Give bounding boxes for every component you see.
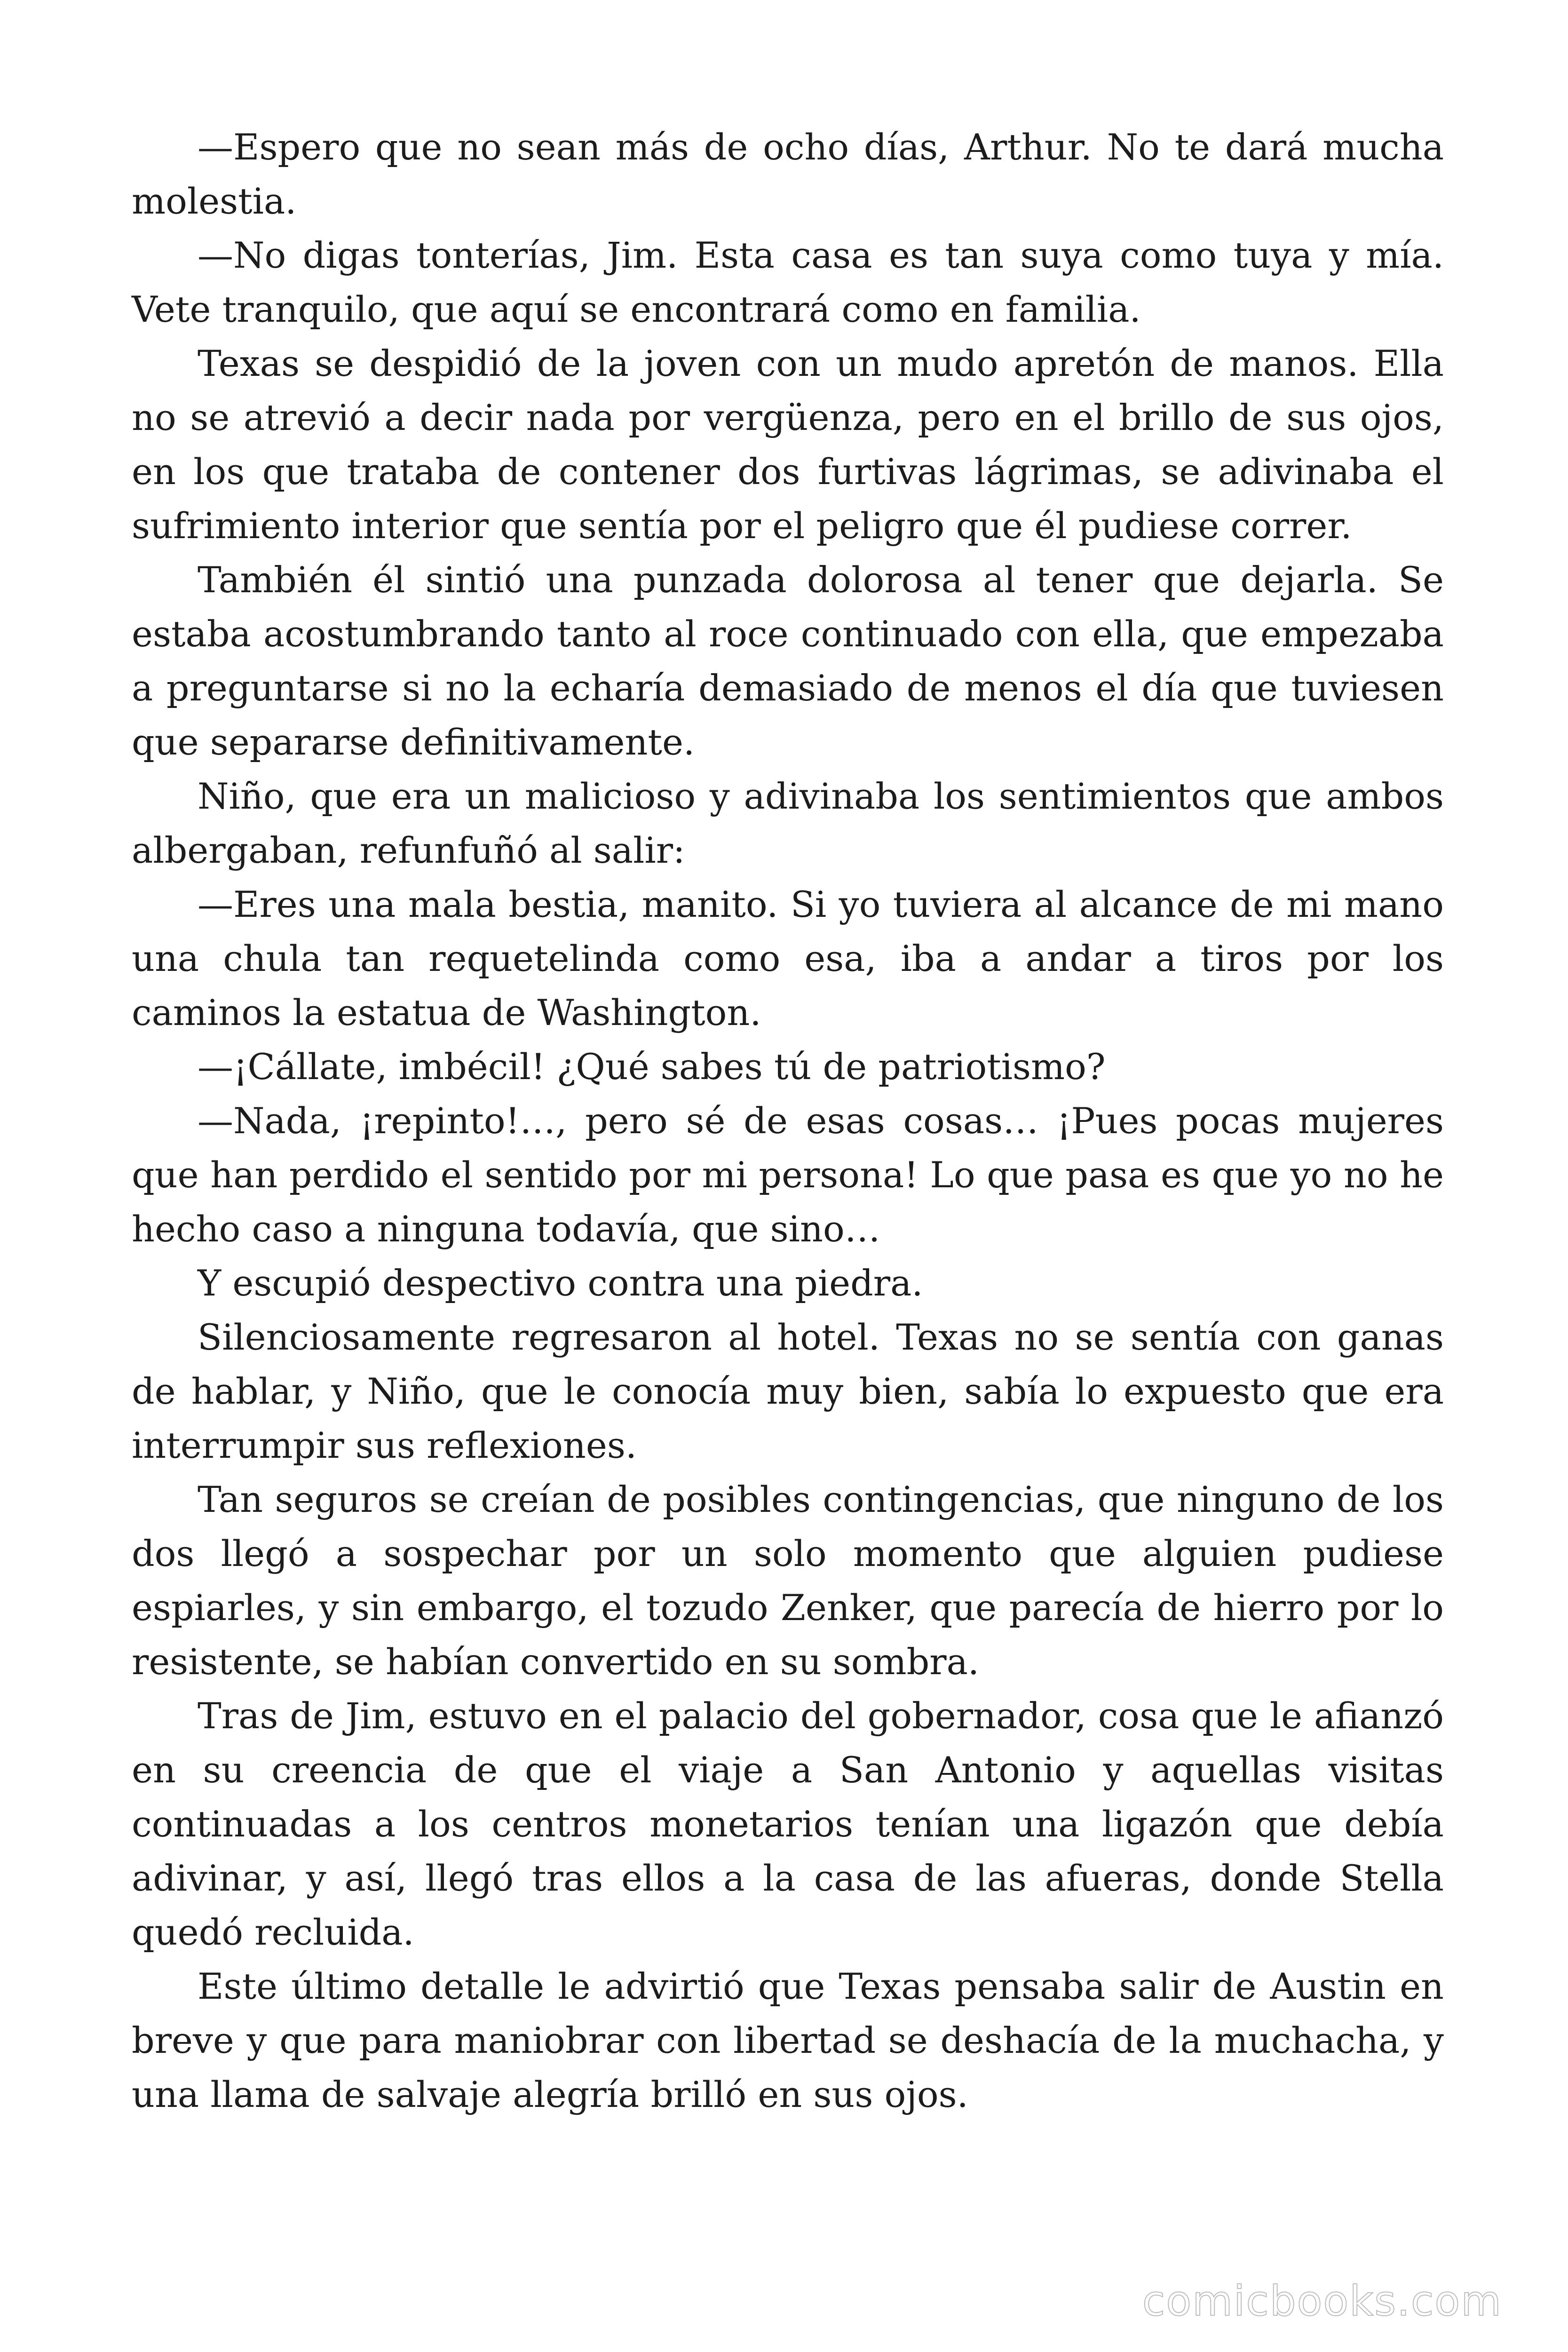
paragraph: Y escupió despectivo contra una piedra. (198, 1262, 923, 1304)
paragraph: Tras de Jim, estuvo en el palacio del gobernador, cosa que le afianzó en su creencia de que el viaje a San Antonio y aquellas visitas continuadas a los centros monetarios tenían una ligazón que debía adivinar, y así, llegó tras ellos a la casa de las afueras, donde Stella quedó recluida. (132, 1695, 1444, 1953)
paragraph: Niño, que era un malicioso y adivinaba los sentimientos que ambos albergaban, refunfuñó al salir: (132, 775, 1444, 871)
paragraph: Silenciosamente regresaron al hotel. Texas no se sentía con ganas de hablar, y Niño, que le conocía muy bien, sabía lo expuesto que era interrumpir sus reflexiones. (132, 1316, 1444, 1466)
paragraph: —No digas tonterías, Jim. Esta casa es tan suya como tuya y mía. Vete tranquilo, que aquí se encontrará como en familia. (132, 234, 1444, 330)
page-body (132, 120, 1444, 2122)
watermark: comicbooks.com (1142, 2277, 1502, 2325)
paragraph: —Eres una mala bestia, manito. Si yo tuviera al alcance de mi mano una chula tan requetelinda como esa, iba a andar a tiros por los caminos la estatua de Washington. (132, 883, 1444, 1033)
paragraph: Texas se despidió de la joven con un mudo apretón de manos. Ella no se atrevió a decir nada por vergüenza, pero en el brillo de sus ojos, en los que trataba de contener dos furtivas lágrimas, se adivinaba el sufrimiento interior que sentía por el peligro que él pudiese correr. (132, 342, 1444, 547)
paragraph: —¡Cállate, imbécil! ¿Qué sabes tú de patriotismo? (198, 1046, 1106, 1088)
paragraph: —Nada, ¡repinto!…, pero sé de esas cosas… ¡Pues pocas mujeres que han perdido el sentido por mi persona! Lo que pasa es que yo no he hecho caso a ninguna todavía, que sino… (132, 1100, 1444, 1250)
paragraph: También él sintió una punzada dolorosa al tener que dejarla. Se estaba acostumbrando tanto al roce continuado con ella, que empezaba a preguntarse si no la echaría demasiado de menos el día que tuviesen que separarse definitivamente. (132, 559, 1444, 763)
paragraph: —Espero que no sean más de ocho días, Arthur. No te dará mucha molestia. (132, 126, 1444, 222)
paragraph: Este último detalle le advirtió que Texas pensaba salir de Austin en breve y que para maniobrar con libertad se deshacía de la muchacha, y una llama de salvaje alegría brilló en sus ojos. (132, 1965, 1444, 2115)
paragraph: Tan seguros se creían de posibles contingencias, que ninguno de los dos llegó a sospechar por un solo momento que alguien pudiese espiarles, y sin embargo, el tozudo Zenker, que parecía de hierro por lo resistente, se habían convertido en su sombra. (132, 1478, 1444, 1683)
